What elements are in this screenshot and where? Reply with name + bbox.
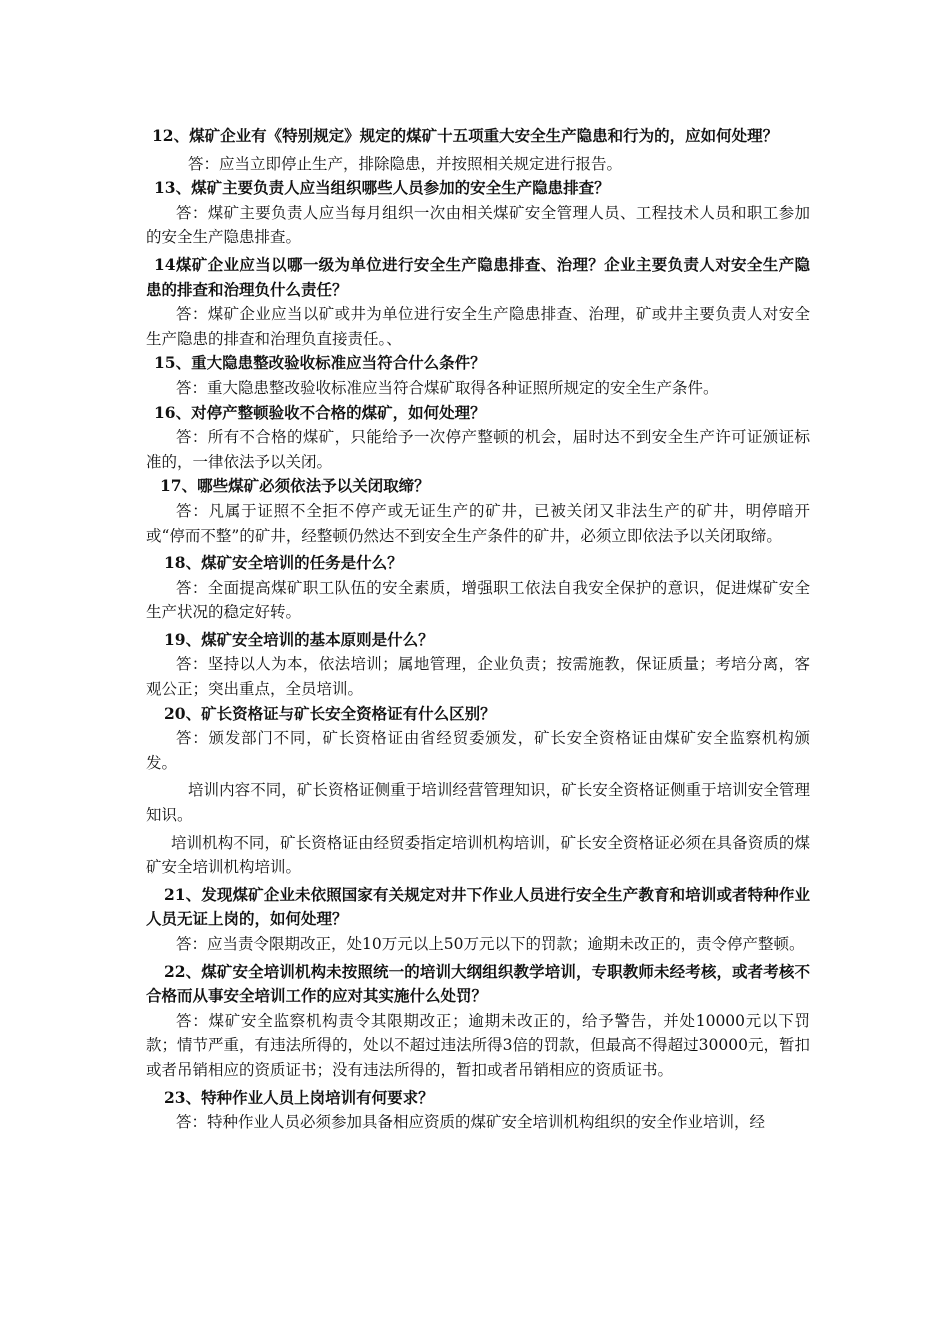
answer-13: 答：煤矿主要负责人应当每月组织一次由相关煤矿安全管理人员、工程技术人员和职工参加的安全生产隐患排查。 (146, 203, 810, 247)
question-23: 23、特种作业人员上岗培训有何要求？ (164, 1087, 434, 1107)
answer-23: 答：特种作业人员必须参加具备相应资质的煤矿安全培训机构组织的安全作业培训，经 (176, 1113, 766, 1132)
answer-20-institution: 培训机构不同，矿长资格证由经贸委指定培训机构培训，矿长安全资格证必须在具备资质的煤矿安全培训机构培训。 (146, 833, 810, 877)
question-19: 19、煤矿安全培训的基本原则是什么？ (164, 629, 434, 649)
question-14: 14煤矿企业应当以哪一级为单位进行安全生产隐患排查、治理？企业主要负责人对安全生产隐患的排查和治理负什么责任？ (146, 254, 810, 299)
question-18: 18、煤矿安全培训的任务是什么？ (164, 553, 403, 573)
question-20: 20、矿长资格证与矿长安全资格证有什么区别？ (164, 703, 496, 723)
answer-15: 答：重大隐患整改验收标准应当符合煤矿取得各种证照所规定的安全生产条件。 (176, 378, 719, 397)
document-page (146, 124, 810, 1135)
question-22: 22、煤矿安全培训机构未按照统一的培训大纲组织教学培训，专职教师未经考核，或者考核不合格而从事安全培训工作的应对其实施什么处罚？ (146, 961, 810, 1006)
answer-17: 答：凡属于证照不全拒不停产或无证生产的矿井，已被关闭又非法生产的矿井，明停暗开或“停而不整”的矿井，经整顿仍然达不到安全生产条件的矿井，必须立即依法予以关闭取缔。 (146, 501, 810, 545)
question-16: 16、对停产整顿验收不合格的煤矿，如何处理？ (154, 402, 486, 422)
question-21: 21、发现煤矿企业未依照国家有关规定对井下作业人员进行安全生产教育和培训或者特种作业人员无证上岗的，如何处理？ (146, 884, 810, 929)
answer-12: 答：应当立即停止生产，排除隐患，并按照相关规定进行报告。 (188, 154, 623, 173)
answer-18: 答：全面提高煤矿职工队伍的安全素质，增强职工依法自我安全保护的意识，促进煤矿安全生产状况的稳定好转。 (146, 578, 810, 622)
question-13: 13、煤矿主要负责人应当组织哪些人员参加的安全生产隐患排查？ (154, 178, 610, 198)
question-17: 17、哪些煤矿必须依法予以关闭取缔？ (160, 476, 430, 496)
answer-16: 答：所有不合格的煤矿，只能给予一次停产整顿的机会，届时达不到安全生产许可证颁证标准的，一律依法予以关闭。 (146, 428, 810, 471)
answer-19: 答：坚持以人为本，依法培训；属地管理，企业负责；按需施教，保证质量；考培分离，客观公正；突出重点，全员培训。 (146, 655, 810, 699)
answer-20-content: 培训内容不同，矿长资格证侧重于培训经营管理知识，矿长安全资格证侧重于培训安全管理知识。 (146, 781, 810, 825)
question-15: 15、重大隐患整改验收标准应当符合什么条件？ (154, 353, 486, 373)
answer-21: 答：应当责令限期改正，处10万元以上50万元以下的罚款；逾期未改正的，责令停产整顿。 (176, 935, 805, 953)
answer-20-authority: 答：颁发部门不同，矿长资格证由省经贸委颁发，矿长安全资格证由煤矿安全监察机构颁发。 (146, 729, 810, 772)
answer-22: 答：煤矿安全监察机构责令其限期改正；逾期未改正的，给予警告，并处10000元以下罚款；情节严重，有违法所得的，处以不超过违法所得3倍的罚款，但最高不得超过30000元，暂扣或者吊销相应的资质证书；没有违法所得的，暂扣或者吊销相应的资质证书。 (146, 1011, 810, 1079)
question-12: 12、煤矿企业有《特别规定》规定的煤矿十五项重大安全生产隐患和行为的，应如何处理？ (152, 126, 779, 145)
answer-14: 答：煤矿企业应当以矿或井为单位进行安全生产隐患排查、治理，矿或井主要负责人对安全生产隐患的排查和治理负直接责任。、 (146, 305, 810, 348)
